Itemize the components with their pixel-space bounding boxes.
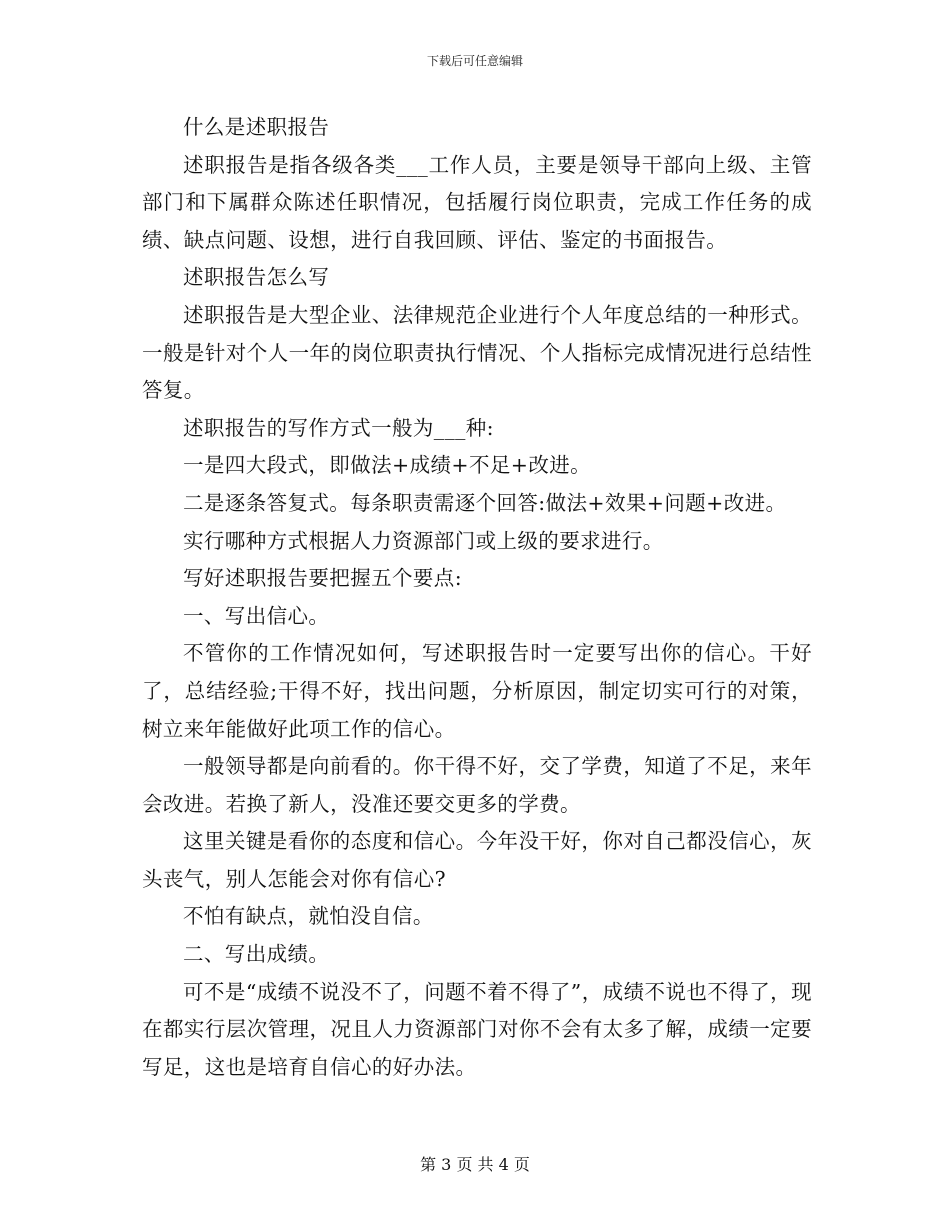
paragraph: 实行哪种方式根据人力资源部门或上级的要求进行。 <box>183 528 664 553</box>
page-header-note: 下载后可任意编辑 <box>426 54 523 68</box>
paragraph: 述职报告是大型企业、法律规范企业进行个人年度总结的一种形式。一般是针对个人一年的岗位职责执行情况、个人指标完成情况进行总结性答复。 <box>142 302 812 403</box>
heading-what-is-report: 什么是述职报告 <box>183 115 330 139</box>
page-number: 第 3 页 共 4 页 <box>420 1155 530 1174</box>
heading-how-to-write: 述职报告怎么写 <box>183 265 330 290</box>
list-item: 二是逐条答复式。每条职责需逐个回答:做法+效果+问题+改进。 <box>183 490 787 515</box>
paragraph: 一般领导都是向前看的。你干得不好，交了学费，知道了不足，来年会改进。若换了新人，没准还要交更多的学费。 <box>142 754 812 816</box>
section-heading-achievements: 二、写出成绩。 <box>183 942 330 967</box>
paragraph: 这里关键是看你的态度和信心。今年没干好，你对自己都没信心，灰头丧气，别人怎能会对你有信心? <box>142 829 812 891</box>
paragraph: 述职报告的写作方式一般为___种: <box>183 415 494 440</box>
section-heading-confidence: 一、写出信心。 <box>183 603 330 628</box>
paragraph: 不管你的工作情况如何，写述职报告时一定要写出你的信心。干好了，总结经验;干得不好，找出问题，分析原因，制定切实可行的对策，树立来年能做好此项工作的信心。 <box>142 641 812 741</box>
paragraph: 述职报告是指各级各类___工作人员，主要是领导干部向上级、主管部门和下属群众陈述任职情况，包括履行岗位职责，完成工作任务的成绩、缺点问题、设想，进行自我回顾、评估、鉴定的书面报告。 <box>142 152 812 252</box>
paragraph: 可不是“成绩不说没不了，问题不着不得了”，成绩不说也不得了，现在都实行层次管理，况且人力资源部门对你不会有太多了解，成绩一定要写足，这也是培育自信心的好办法。 <box>142 979 812 1079</box>
paragraph: 写好述职报告要把握五个要点: <box>183 566 463 591</box>
paragraph: 不怕有缺点，就怕没自信。 <box>183 904 434 929</box>
list-item: 一是四大段式，即做法+成绩+不足+改进。 <box>183 453 592 478</box>
document-body <box>142 109 812 1086</box>
